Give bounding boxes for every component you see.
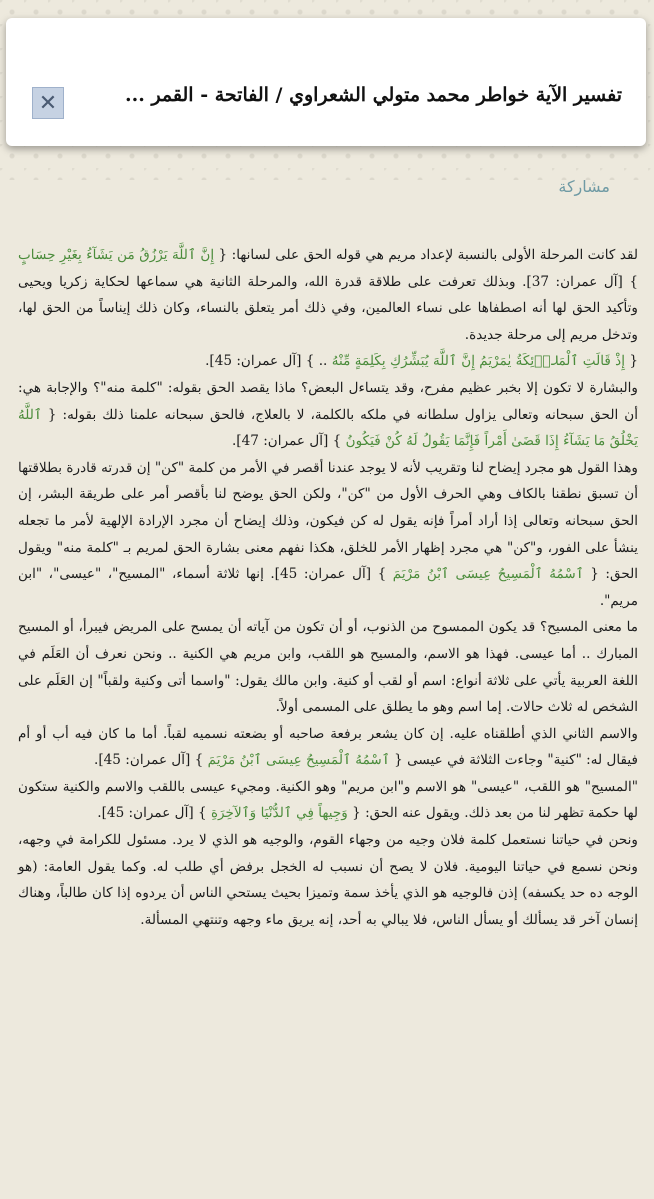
- paragraph: [18, 348, 638, 375]
- page-title: تفسير الآية خواطر محمد متولي الشعراوي / الفاتحة - القمر ...: [124, 84, 622, 106]
- paragraph-text: والاسم الثاني الذي أطلقناه عليه. إن كان يشعر برفعة صاحبه أو بضعته نسميه لقباً. أما ما كان فيه أب أو أم فيقال له: "كنية" وجاءت الثلاثة في عيسى {: [18, 725, 638, 769]
- paragraph: [18, 721, 638, 774]
- paragraph-text: } [آل عمران: 45]. إنها ثلاثة أسماء، "المسيح"، "عيسى"، "ابن مريم".: [18, 566, 638, 609]
- quran-verse: ٱسْمُهُ ٱلْمَسِيحُ عِيسَى ٱبْنُ مَرْيَمَ: [392, 566, 584, 583]
- paragraph-text: وهذا القول هو مجرد إيضاح لنا وتقريب لأنه لا يوجد عندنا أقصر في الأمر من كلمة "كن" إن قدرته قادرة بطلاقتها أن تسبق نطقنا بالكاف وهي الحرف الأول من "كن"، ولكن الحق يوضح لنا بأقصر أمر على طريقة البشر، إن الحق سبحانه وتعالى إذا أراد أمراً فإنه يقول له كن فيكون، وذلك إيضاح أن مجرد الإرادة الإلهية لأمر ما تجعله ينشأ على الفور، و"كن" هي مجرد إظهار الأمر للخلق، هكذا نفهم معنى بشارة الحق لمريم بـ "كلمة منه" ويقول الحق: {: [18, 459, 639, 583]
- quran-verse: إِذْ قَالَتِ ٱلْمَلاۤئِكَةُ يٰمَرْيَمُ إِنَّ ٱللَّهَ يُبَشِّرُكِ بِكَلِمَةٍ مِّنْهُ: [331, 353, 626, 370]
- paragraph-text: } [آل عمران: 45].: [97, 805, 211, 822]
- paragraph-text: لقد كانت المرحلة الأولى بالنسبة لإعداد مريم هي قوله الحق على لسانها: {: [214, 247, 638, 263]
- paragraph-text: ونحن في حياتنا نستعمل كلمة فلان وجيه من وجهاء القوم، والوجيه هو الذي لا يرد. مسئول للكرامة في وجهه، ونحن نسمع في حياتنا اليومية. فلان لا يصح أن نسبب له الخجل برفض أي طلب له. وكما يقول العامة: (هو الوجه ده حد يكسفه) إذن فالوجيه هو الذي يأخذ سمة وتميزا بحيث يستحي الناس أن يردوه إذا كان طالباً، وهناك إنسان آخر قد يسألك أو يسأل الناس، فلا يبالي به أحد، إنه يريق ماء وجهه وتنتهي المسألة.: [18, 832, 639, 928]
- paragraph: [18, 614, 638, 720]
- share-link[interactable]: مشاركة: [558, 177, 610, 196]
- paragraph: [18, 455, 638, 615]
- paragraph: [18, 375, 638, 455]
- paragraph: [18, 827, 638, 933]
- quran-verse: إِنَّ ٱللَّهَ يَرْزُقُ مَن يَشَآءُ بِغَيْرِ حِسَابٍ: [18, 247, 215, 263]
- paragraph-text: ما معنى المسيح؟ قد يكون الممسوح من الذنوب، أو أن تكون من آياته أن يمسح على المريض فيبرأ، أو المسيح المبارك .. أما عيسى. فهذا هو الاسم، والمسيح هو اللقب، وابن مريم هي الكنية .. ونحن نعرف أن العَلَم في اللغة العربية يأتي على ثلاثة أنواع: اسم أو لقب أو كنية. وابن مالك يقول: "واسما أتى وكنية ولقباً" إن العَلَم على الشخص له ثلاث حالات. إما اسم وهو ما يطلق على المسمى أولاً.: [18, 619, 638, 716]
- paragraph-text: {: [625, 353, 638, 370]
- paragraph-text: } [آل عمران: 37]. وبذلك تعرفت على طلاقة قدرة الله، والمرحلة الثانية هي سماعها لحكاية زكريا ويحيى وتأكيد الحق لها أنه اصطفاها على نساء العالمين، وفي ذلك أمر يتعلق بالنساء، وكان ذلك إيناساً من الحق لها، وتدخل مريم إلى مرحلة جديدة.: [18, 273, 638, 343]
- paragraph-text: والبشارة لا تكون إلا بخبر عظيم مفرح، وقد يتساءل البعض؟ ماذا يقصد الحق بقوله: "كلمة منه"؟ والإجابة هي: أن الحق سبحانه وتعالى يزاول سلطانه في ملكه بالكلمة، لا بالعلاج، فالحق سبحانه علمنا ذلك بقوله: {: [18, 379, 638, 423]
- paragraph-text: } [آل عمران: 47].: [231, 433, 346, 450]
- close-icon: ✕: [38, 90, 58, 116]
- tafsir-text: [18, 242, 638, 933]
- header-card: [6, 18, 646, 146]
- close-button[interactable]: [32, 87, 64, 119]
- paragraph-text: .. } [آل عمران: 45].: [205, 353, 332, 370]
- quran-verse: وَجِيهاً فِي ٱلدُّنْيَا وَٱلآخِرَةِ: [210, 805, 348, 822]
- paragraph-text: "المسيح" هو اللقب، "عيسى" هو الاسم و"ابن مريم" وهو الكنية. ومجيء عيسى باللقب والاسم والكنية ستكون لها حكمة تظهر لنا من بعد ذلك. ويقول عنه الحق: {: [18, 778, 638, 822]
- paragraph: [18, 242, 638, 348]
- quran-verse: ٱسْمُهُ ٱلْمَسِيحُ عِيسَى ٱبْنُ مَرْيَمَ: [207, 752, 390, 769]
- paragraph-text: } [آل عمران: 45].: [94, 752, 208, 769]
- quran-verse: ٱللَّهُ يَخْلُقُ مَا يَشَآءُ إِذَا قَضَىٰ أَمْراً فَإِنَّمَا يَقُولُ لَهُ كُنْ فَيَكُونُ: [18, 406, 638, 450]
- paragraph: [18, 774, 638, 827]
